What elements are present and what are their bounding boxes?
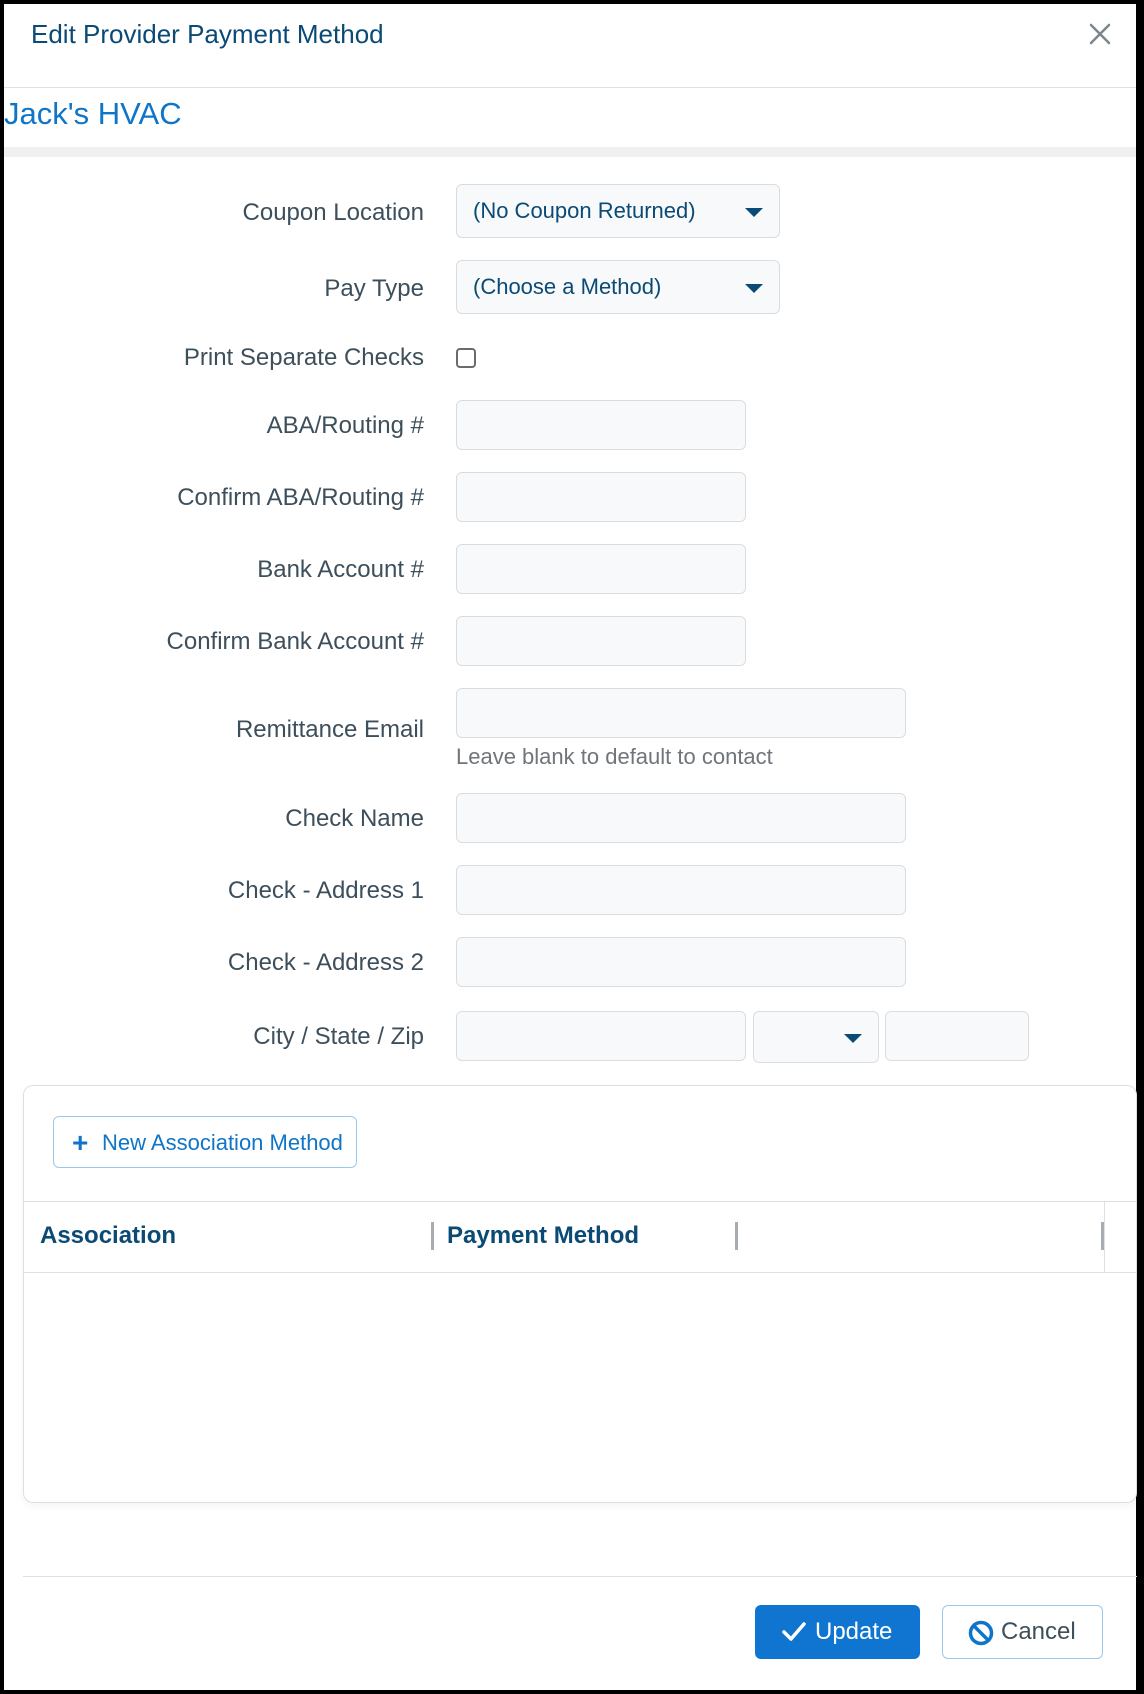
bank-account-input[interactable] [456,544,746,594]
pay-type-label: Pay Type [324,275,424,302]
city-state-zip-label: City / State / Zip [253,1023,424,1050]
modal-header [4,4,1136,88]
coupon-location-label: Coupon Location [242,199,424,226]
new-association-method-label: New Association Method [102,1130,343,1155]
check-address1-input[interactable] [456,865,906,915]
remittance-email-hint: Leave blank to default to contact [456,744,773,769]
confirm-aba-routing-input[interactable] [456,472,746,522]
cancel-button[interactable] [942,1605,1103,1659]
chevron-down-icon [844,1034,862,1043]
table-divider [1104,1202,1105,1272]
check-name-input[interactable] [456,793,906,843]
aba-routing-label: ABA/Routing # [266,412,424,439]
print-separate-checks-label: Print Separate Checks [183,344,424,371]
confirm-aba-routing-label: Confirm ABA/Routing # [177,484,424,511]
plus-icon: + [72,1127,89,1158]
coupon-location-value: (No Coupon Returned) [473,198,696,223]
coupon-location-select[interactable] [456,184,780,238]
remittance-email-label: Remittance Email [235,716,424,743]
close-button[interactable] [1082,16,1118,52]
check-address2-label: Check - Address 2 [227,949,424,976]
pay-type-select[interactable] [456,260,780,314]
zip-input[interactable] [885,1011,1029,1061]
section-divider [4,147,1136,157]
close-icon [1082,16,1118,52]
confirm-bank-account-label: Confirm Bank Account # [166,628,424,655]
column-header-payment-method[interactable]: Payment Method [447,1222,640,1249]
check-address1-label: Check - Address 1 [227,877,424,904]
associations-table-header [24,1201,1136,1273]
check-address2-input[interactable] [456,937,906,987]
print-separate-checks-checkbox[interactable] [456,348,476,368]
provider-name: Jack's HVAC [4,96,182,131]
new-association-method-button[interactable] [53,1116,357,1168]
confirm-bank-account-input[interactable] [456,616,746,666]
check-name-label: Check Name [285,805,424,832]
cancel-label: Cancel [1001,1618,1076,1645]
update-button[interactable] [755,1605,920,1659]
edit-payment-method-modal [4,4,1136,1690]
pay-type-value: (Choose a Method) [473,274,662,299]
chevron-down-icon [745,208,763,217]
associations-table-body [24,1272,1136,1502]
city-input[interactable] [456,1011,746,1061]
aba-routing-input[interactable] [456,400,746,450]
column-resize-handle[interactable] [431,1222,434,1250]
column-header-association[interactable]: Association [40,1222,177,1249]
bank-account-label: Bank Account # [257,556,424,583]
state-select[interactable] [753,1011,879,1063]
ban-icon [968,1620,994,1646]
check-icon [781,1620,807,1644]
update-label: Update [815,1618,893,1645]
remittance-email-input[interactable] [456,688,906,738]
modal-title: Edit Provider Payment Method [31,19,384,49]
chevron-down-icon [745,284,763,293]
column-resize-handle[interactable] [735,1222,738,1250]
footer-divider [23,1576,1137,1577]
associations-card [23,1085,1137,1503]
